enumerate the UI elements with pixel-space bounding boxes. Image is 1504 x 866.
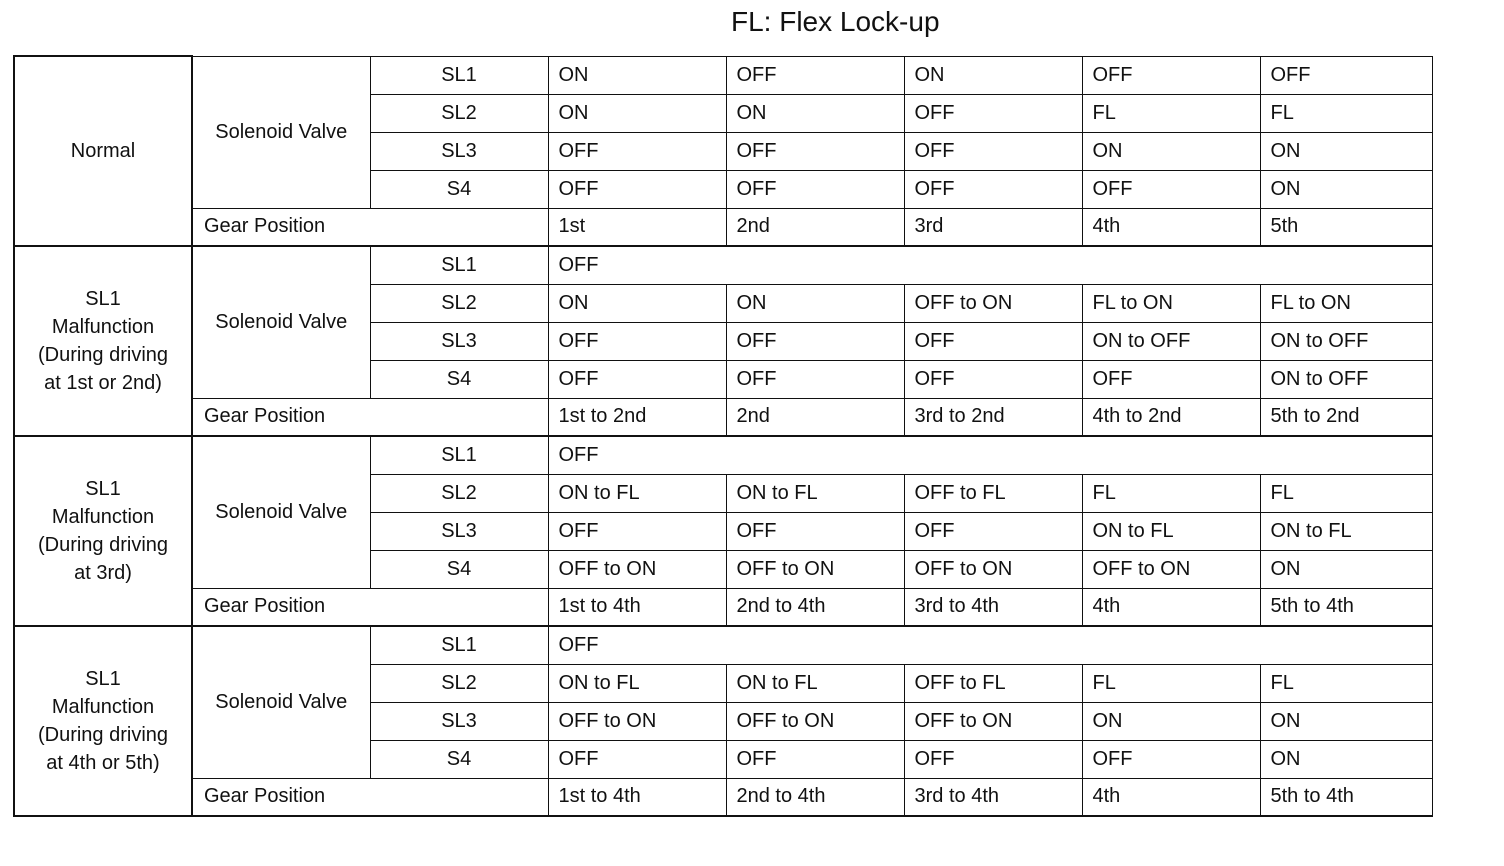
solenoid-state-cell: OFF to FL: [904, 474, 1082, 512]
solenoid-state-cell: OFF: [726, 322, 904, 360]
solenoid-state-cell: OFF: [548, 246, 1432, 284]
mode-cell: [14, 626, 192, 816]
solenoid-label: SL1: [370, 56, 548, 94]
table-row: [14, 626, 1432, 664]
gear-position-cell: 1st to 4th: [548, 778, 726, 816]
solenoid-label: SL1: [370, 626, 548, 664]
solenoid-state-cell: FL: [1260, 94, 1432, 132]
solenoid-state-cell: ON: [1260, 170, 1432, 208]
solenoid-state-cell: OFF: [726, 56, 904, 94]
solenoid-label: S4: [370, 550, 548, 588]
solenoid-state-cell: OFF: [548, 740, 726, 778]
gear-position-cell: 3rd to 4th: [904, 588, 1082, 626]
mode-label-line: Normal: [70, 140, 136, 162]
solenoid-state-cell: OFF: [904, 740, 1082, 778]
solenoid-state-cell: OFF to ON: [726, 702, 904, 740]
solenoid-state-cell: ON to OFF: [1260, 360, 1432, 398]
gear-position-label: Gear Position: [192, 588, 548, 626]
solenoid-state-cell: ON: [1260, 132, 1432, 170]
gear-position-row: [14, 398, 1432, 436]
gear-position-cell: 4th to 2nd: [1082, 398, 1260, 436]
solenoid-state-cell: OFF: [904, 512, 1082, 550]
gear-position-cell: 5th to 4th: [1260, 778, 1432, 816]
solenoid-valve-group-label: Solenoid Valve: [192, 246, 370, 398]
solenoid-state-cell: OFF to ON: [904, 550, 1082, 588]
gear-position-cell: 5th to 2nd: [1260, 398, 1432, 436]
gear-position-label: Gear Position: [192, 208, 548, 246]
gear-position-cell: 1st: [548, 208, 726, 246]
solenoid-label: S4: [370, 740, 548, 778]
solenoid-state-cell: ON to FL: [1260, 512, 1432, 550]
gear-position-cell: 5th to 4th: [1260, 588, 1432, 626]
solenoid-state-cell: OFF: [548, 322, 726, 360]
gear-position-cell: 3rd to 4th: [904, 778, 1082, 816]
solenoid-label: SL3: [370, 322, 548, 360]
page-title: FL: Flex Lock-up: [731, 6, 940, 37]
solenoid-state-cell: ON to OFF: [1260, 322, 1432, 360]
solenoid-state-cell: OFF to ON: [1082, 550, 1260, 588]
solenoid-state-cell: FL: [1082, 94, 1260, 132]
solenoid-state-cell: ON to FL: [1082, 512, 1260, 550]
gear-position-row: [14, 588, 1432, 626]
gear-position-label: Gear Position: [192, 398, 548, 436]
solenoid-state-cell: OFF: [726, 512, 904, 550]
solenoid-state-cell: OFF to FL: [904, 664, 1082, 702]
gear-position-cell: 1st to 4th: [548, 588, 726, 626]
solenoid-state-cell: OFF: [726, 360, 904, 398]
solenoid-state-cell: ON: [1260, 740, 1432, 778]
table-row: [14, 246, 1432, 284]
solenoid-valve-group-label: Solenoid Valve: [192, 436, 370, 588]
solenoid-state-cell: OFF: [1082, 740, 1260, 778]
solenoid-state-cell: ON: [726, 94, 904, 132]
mode-label-line: Malfunction: [51, 506, 155, 528]
solenoid-state-cell: ON: [904, 56, 1082, 94]
mode-label-line: at 3rd): [74, 562, 132, 584]
solenoid-label: S4: [370, 360, 548, 398]
gear-position-cell: 4th: [1082, 588, 1260, 626]
mode-label-line: at 4th or 5th): [46, 752, 160, 774]
solenoid-state-cell: OFF: [1082, 360, 1260, 398]
mode-cell: [14, 56, 192, 246]
mode-label-line: Malfunction: [51, 316, 155, 338]
mode-cell: [14, 246, 192, 436]
solenoid-valve-group-label: Solenoid Valve: [192, 56, 370, 208]
gear-position-cell: 4th: [1082, 778, 1260, 816]
solenoid-state-cell: ON to FL: [548, 474, 726, 512]
mode-label-line: Malfunction: [51, 696, 155, 718]
gear-position-cell: 2nd: [726, 398, 904, 436]
solenoid-state-cell: OFF: [1260, 56, 1432, 94]
mode-label-line: at 1st or 2nd): [44, 372, 162, 394]
mode-cell: [14, 436, 192, 626]
solenoid-state-cell: FL: [1260, 474, 1432, 512]
solenoid-state-cell: ON to OFF: [1082, 322, 1260, 360]
solenoid-state-cell: ON: [548, 56, 726, 94]
solenoid-label: SL2: [370, 94, 548, 132]
solenoid-state-cell: OFF: [548, 436, 1432, 474]
solenoid-state-cell: ON: [1260, 550, 1432, 588]
gear-position-row: [14, 208, 1432, 246]
solenoid-label: SL1: [370, 436, 548, 474]
solenoid-state-cell: OFF: [904, 94, 1082, 132]
solenoid-valve-group-label: Solenoid Valve: [192, 626, 370, 778]
solenoid-state-cell: ON: [1260, 702, 1432, 740]
solenoid-state-cell: ON: [1082, 702, 1260, 740]
gear-position-row: [14, 778, 1432, 816]
solenoid-state-cell: ON to FL: [726, 474, 904, 512]
solenoid-state-cell: OFF to ON: [904, 702, 1082, 740]
solenoid-state-cell: FL to ON: [1082, 284, 1260, 322]
solenoid-state-cell: OFF: [1082, 56, 1260, 94]
solenoid-state-cell: FL: [1082, 664, 1260, 702]
solenoid-label: SL3: [370, 702, 548, 740]
solenoid-state-cell: ON: [548, 94, 726, 132]
mode-label-line: (During driving: [37, 724, 169, 746]
table-row: [14, 436, 1432, 474]
gear-position-cell: 2nd to 4th: [726, 778, 904, 816]
solenoid-state-cell: OFF: [726, 740, 904, 778]
solenoid-label: SL3: [370, 132, 548, 170]
table-body: [14, 56, 1432, 816]
solenoid-label: SL2: [370, 474, 548, 512]
solenoid-state-cell: ON to FL: [726, 664, 904, 702]
solenoid-label: SL2: [370, 664, 548, 702]
mode-label-line: SL1: [85, 288, 121, 310]
solenoid-state-cell: OFF: [904, 360, 1082, 398]
solenoid-state-cell: FL: [1260, 664, 1432, 702]
gear-position-cell: 4th: [1082, 208, 1260, 246]
gear-position-cell: 2nd: [726, 208, 904, 246]
solenoid-state-cell: ON: [726, 284, 904, 322]
solenoid-operation-table: [13, 55, 1433, 817]
solenoid-state-cell: OFF: [726, 170, 904, 208]
solenoid-label: SL1: [370, 246, 548, 284]
solenoid-state-cell: OFF to ON: [548, 702, 726, 740]
mode-label-line: (During driving: [37, 344, 169, 366]
solenoid-state-cell: FL: [1082, 474, 1260, 512]
gear-position-cell: 3rd to 2nd: [904, 398, 1082, 436]
solenoid-state-cell: OFF: [548, 626, 1432, 664]
solenoid-label: SL3: [370, 512, 548, 550]
solenoid-state-cell: OFF to ON: [726, 550, 904, 588]
solenoid-state-cell: ON to FL: [548, 664, 726, 702]
solenoid-state-cell: OFF: [726, 132, 904, 170]
solenoid-state-cell: OFF to ON: [904, 284, 1082, 322]
solenoid-label: SL2: [370, 284, 548, 322]
solenoid-state-cell: OFF to ON: [548, 550, 726, 588]
solenoid-state-cell: ON: [1082, 132, 1260, 170]
gear-position-label: Gear Position: [192, 778, 548, 816]
gear-position-cell: 1st to 2nd: [548, 398, 726, 436]
solenoid-state-cell: OFF: [548, 360, 726, 398]
solenoid-state-cell: OFF: [548, 170, 726, 208]
solenoid-state-cell: OFF: [904, 132, 1082, 170]
mode-label-line: SL1: [85, 478, 121, 500]
gear-position-cell: 3rd: [904, 208, 1082, 246]
table-row: [14, 56, 1432, 94]
solenoid-state-cell: ON: [548, 284, 726, 322]
solenoid-state-cell: OFF: [548, 512, 726, 550]
mode-label-line: SL1: [85, 668, 121, 690]
solenoid-state-cell: FL to ON: [1260, 284, 1432, 322]
mode-label-line: (During driving: [37, 534, 169, 556]
gear-position-cell: 5th: [1260, 208, 1432, 246]
solenoid-state-cell: OFF: [1082, 170, 1260, 208]
solenoid-state-cell: OFF: [904, 322, 1082, 360]
gear-position-cell: 2nd to 4th: [726, 588, 904, 626]
solenoid-label: S4: [370, 170, 548, 208]
solenoid-state-cell: OFF: [904, 170, 1082, 208]
solenoid-state-cell: OFF: [548, 132, 726, 170]
